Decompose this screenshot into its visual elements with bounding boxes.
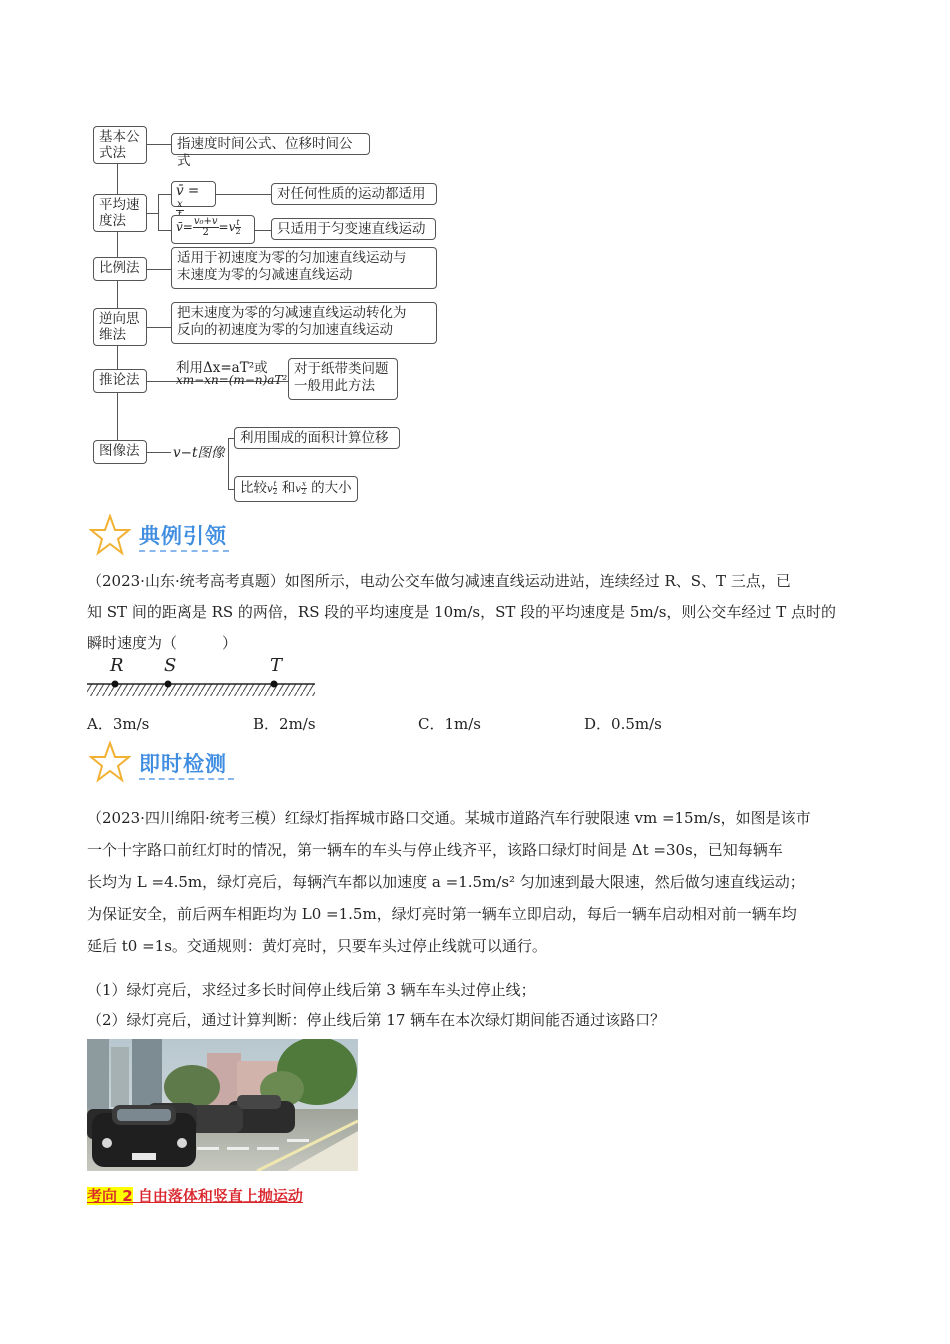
method-ratio	[93, 257, 147, 281]
method-basic-formula	[93, 126, 147, 164]
desc-line: 一般用此方法	[294, 378, 375, 394]
desc-line: 反向的初速度为零的匀加速直线运动	[177, 322, 393, 338]
connector	[216, 194, 271, 195]
point-s	[165, 681, 172, 688]
road-diagram	[87, 652, 319, 706]
star-icon	[89, 514, 131, 560]
desc-line: 适用于初速度为零的匀加速直线运动与	[177, 250, 407, 266]
method-inference	[93, 369, 147, 393]
connector	[158, 230, 171, 231]
question-line: 延后 t0 =1s。交通规则：黄灯亮时，只要车头过停止线就可以通行。	[87, 937, 547, 955]
question-line: 知 ST 间的距离是 RS 的两倍，RS 段的平均速度是 10m/s，ST 段的平均速度是 5m/s，则公交车经过 T 点时的	[87, 603, 836, 621]
avg-formula-2: v̄= $\frac{\text{v₀+v}}{2}$ =v $\frac{t}{2}$	[171, 215, 255, 244]
next-section-heading	[87, 1185, 303, 1206]
quick-check-question	[87, 802, 867, 962]
avg-formula-1: v̄ = x	[171, 181, 216, 207]
connector	[158, 194, 171, 195]
option-a[interactable]: A．3m/s	[87, 715, 150, 733]
reverse-desc	[171, 302, 437, 344]
method-label-line: 逆向思	[99, 311, 140, 327]
graph-vt-label: v−t图像	[173, 445, 225, 461]
method-reverse-thinking	[93, 308, 147, 346]
connector	[147, 213, 158, 214]
section-title-quick-check: 即时检测	[139, 752, 227, 776]
avg-formula-1-note: 对任何性质的运动都适用	[271, 183, 437, 205]
connector	[255, 230, 271, 231]
desc-line: 末速度为零的匀减速直线运动	[177, 267, 353, 283]
graph-vt	[173, 441, 224, 461]
star-icon	[89, 741, 131, 787]
point-r	[112, 681, 119, 688]
connector	[147, 327, 171, 328]
section-title-underline	[139, 778, 234, 780]
method-label-line: 比例法	[99, 260, 140, 276]
desc-line: 对于纸带类问题	[294, 361, 389, 377]
question-line: 为保证安全，前后两车相距均为 L0 =1.5m，绿灯亮时第一辆车立即启动，每后一辆车启动相对前一辆车均	[87, 905, 797, 923]
connector	[147, 452, 171, 453]
label-t: T	[270, 655, 283, 676]
question-line: 一个十字路口前红灯时的情况，第一辆车的车头与停止线齐平，该路口绿灯时间是 Δt =30s，已知每辆车	[87, 841, 783, 859]
connector	[158, 194, 159, 230]
avg-formula-2-note: 只适用于匀变速直线运动	[271, 218, 436, 240]
method-label-line: 度法	[99, 213, 126, 229]
connector	[147, 144, 171, 145]
option-c[interactable]: C．1m/s	[418, 715, 481, 733]
method-label-line: 平均速	[99, 197, 140, 213]
heading-tag: 考向 2	[87, 1187, 133, 1205]
section-title-underline	[139, 550, 229, 552]
method-label-line: 基本公	[99, 129, 140, 145]
ratio-desc	[171, 247, 437, 289]
inference-note	[288, 358, 398, 400]
graph-note-1: 利用围成的面积计算位移	[234, 427, 400, 449]
graph-note-2: 比较v $\frac{t}{2}$ 和v $\frac{x}{2}$ 的大小	[234, 476, 358, 502]
basic-formula-desc: 指速度时间公式、位移时间公式	[171, 133, 370, 155]
section-title-examples: 典例引领	[139, 524, 227, 548]
method-label-line: 图像法	[99, 443, 140, 459]
label-r: R	[110, 655, 124, 676]
question-line: （2023·四川绵阳·统考三模）红绿灯指挥城市路口交通。某城市道路汽车行驶限速 vm =15m/s，如图是该市	[87, 809, 811, 827]
question-line: 瞬时速度为（ ）	[87, 634, 238, 652]
option-b[interactable]: B．2m/s	[253, 715, 316, 733]
inference-formula-1: 利用Δx=aT²或	[176, 360, 268, 376]
point-t	[271, 681, 278, 688]
inference-formula-2: xm−xn=(m−n)aT²	[176, 373, 288, 387]
option-d[interactable]: D．0.5m/s	[584, 715, 662, 733]
method-graph	[93, 440, 147, 464]
method-label-line: 维法	[99, 327, 126, 343]
question-line: 长均为 L =4.5m，绿灯亮后，每辆汽车都以加速度 a =1.5m/s² 匀加速到最大限速，然后做匀速直线运动；	[87, 873, 805, 891]
question-line: （2023·山东·统考高考真题）如图所示，电动公交车做匀减速直线运动进站，连续经过 R、S、T 三点，已	[87, 572, 791, 590]
method-label-line: 推论法	[99, 372, 140, 388]
sub-question-2: （2）绿灯亮后，通过计算判断：停止线后第 17 辆车在本次绿灯期间能否通过该路口？	[87, 1011, 666, 1029]
heading-title: 自由落体和竖直上抛运动	[137, 1187, 303, 1205]
label-s: S	[164, 655, 177, 676]
desc-line: 把末速度为零的匀减速直线运动转化为	[177, 305, 407, 321]
connector	[228, 438, 229, 490]
method-average-velocity	[93, 194, 147, 232]
sub-question-1: （1）绿灯亮后，求经过多长时间停止线后第 3 辆车车头过停止线；	[87, 981, 536, 999]
connector	[147, 269, 171, 270]
method-label-line: 式法	[99, 145, 126, 161]
traffic-photo	[87, 1039, 358, 1171]
example-question	[87, 566, 867, 659]
